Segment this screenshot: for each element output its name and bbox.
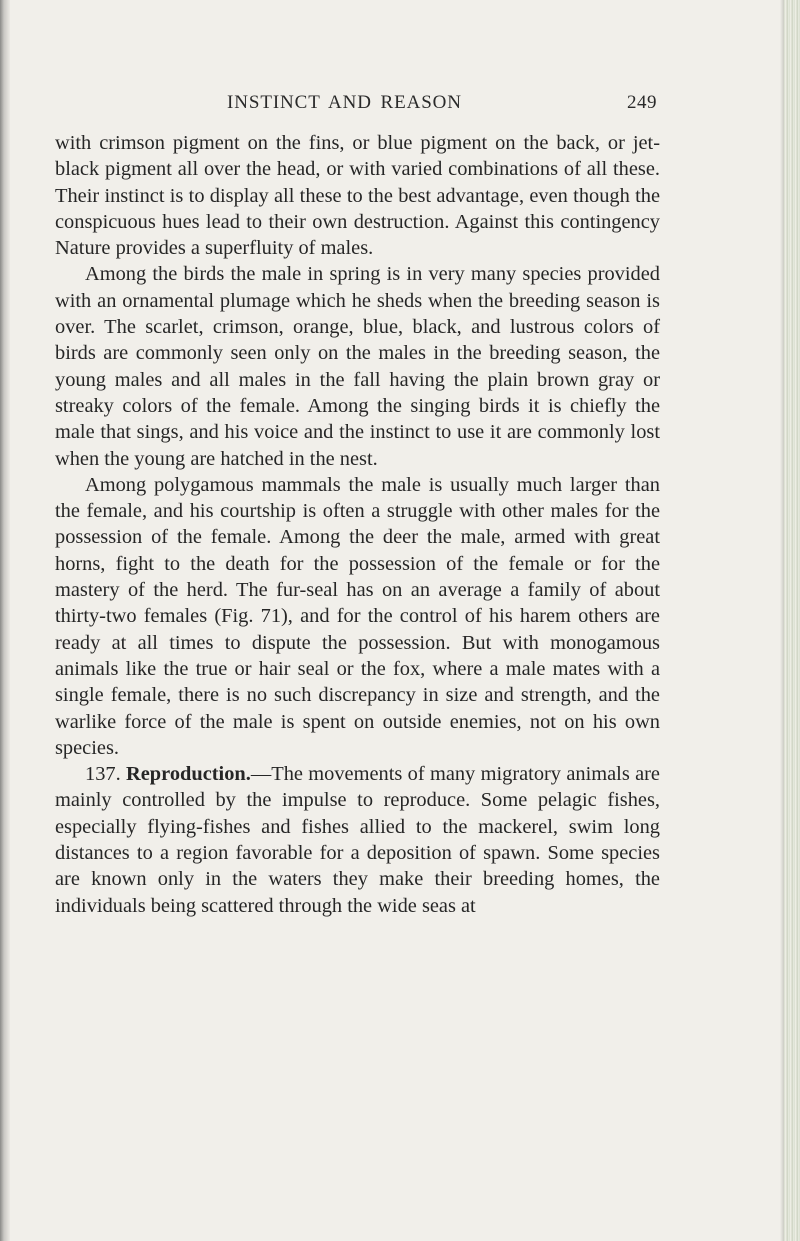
- paragraph-text: Among polygamous mammals the male is usually much larger than the female, and his courtship is often a struggle with other males for the possession of the female. Among the deer the male, armed with great horns, fight to the death for the possession of the female or for the mastery of the herd. The fur-seal has on an average a family of about thirty-two females (Fig. 71), and for the control of his harem others are ready at all times to dispute the possession. But with monogamous animals like the true or hair seal or the fox, where a male mates with a single female, there is no such discrepancy in size and strength, and the warlike force of the male is spent on outside enemies, not on his own species.: [55, 473, 660, 759]
- paragraph: [55, 261, 660, 471]
- paragraph: [55, 761, 660, 919]
- page-edges: [784, 0, 800, 1241]
- paragraph-text: Among the birds the male in spring is in very many species provided with an ornamental plumage which he sheds when the breeding season is over. The scarlet, crimson, orange, blue, black, and lustrous colors of birds are commonly seen only on the males in the breeding season, the young males and all males in the fall having the plain brown gray or streaky colors of the female. Among the singing birds it is chiefly the male that sings, and his voice and the instinct to use it are commonly lost when the young are hatched in the nest.: [55, 263, 660, 470]
- section-heading: Reproduction.: [126, 763, 251, 786]
- paragraph: [55, 130, 660, 261]
- paragraph: [55, 472, 660, 761]
- body-text: [55, 130, 660, 919]
- binding-shadow: [0, 0, 10, 1241]
- running-title: INSTINCT AND REASON: [227, 92, 462, 113]
- section-number: 137.: [85, 763, 121, 786]
- page-number: 249: [627, 92, 657, 113]
- running-header: [227, 92, 657, 120]
- paragraph-text: —The movements of many migratory animals are mainly controlled by the impulse to reproduce. Some pelagic fishes, especially flying-fishes and fishes allied to the mackerel, swim long distances to a region favorable for a deposition of spawn. Some species are known only in the waters they make their breeding homes, the individuals being scattered through the wide seas at: [55, 763, 660, 917]
- paragraph-text: with crimson pigment on the fins, or blue pigment on the back, or jet-black pigment all over the head, or with varied combinations of all these. Their instinct is to display all these to the best advantage, even though the conspicuous hues lead to their own destruction. Against this contingency Nature provides a superfluity of males.: [55, 132, 660, 260]
